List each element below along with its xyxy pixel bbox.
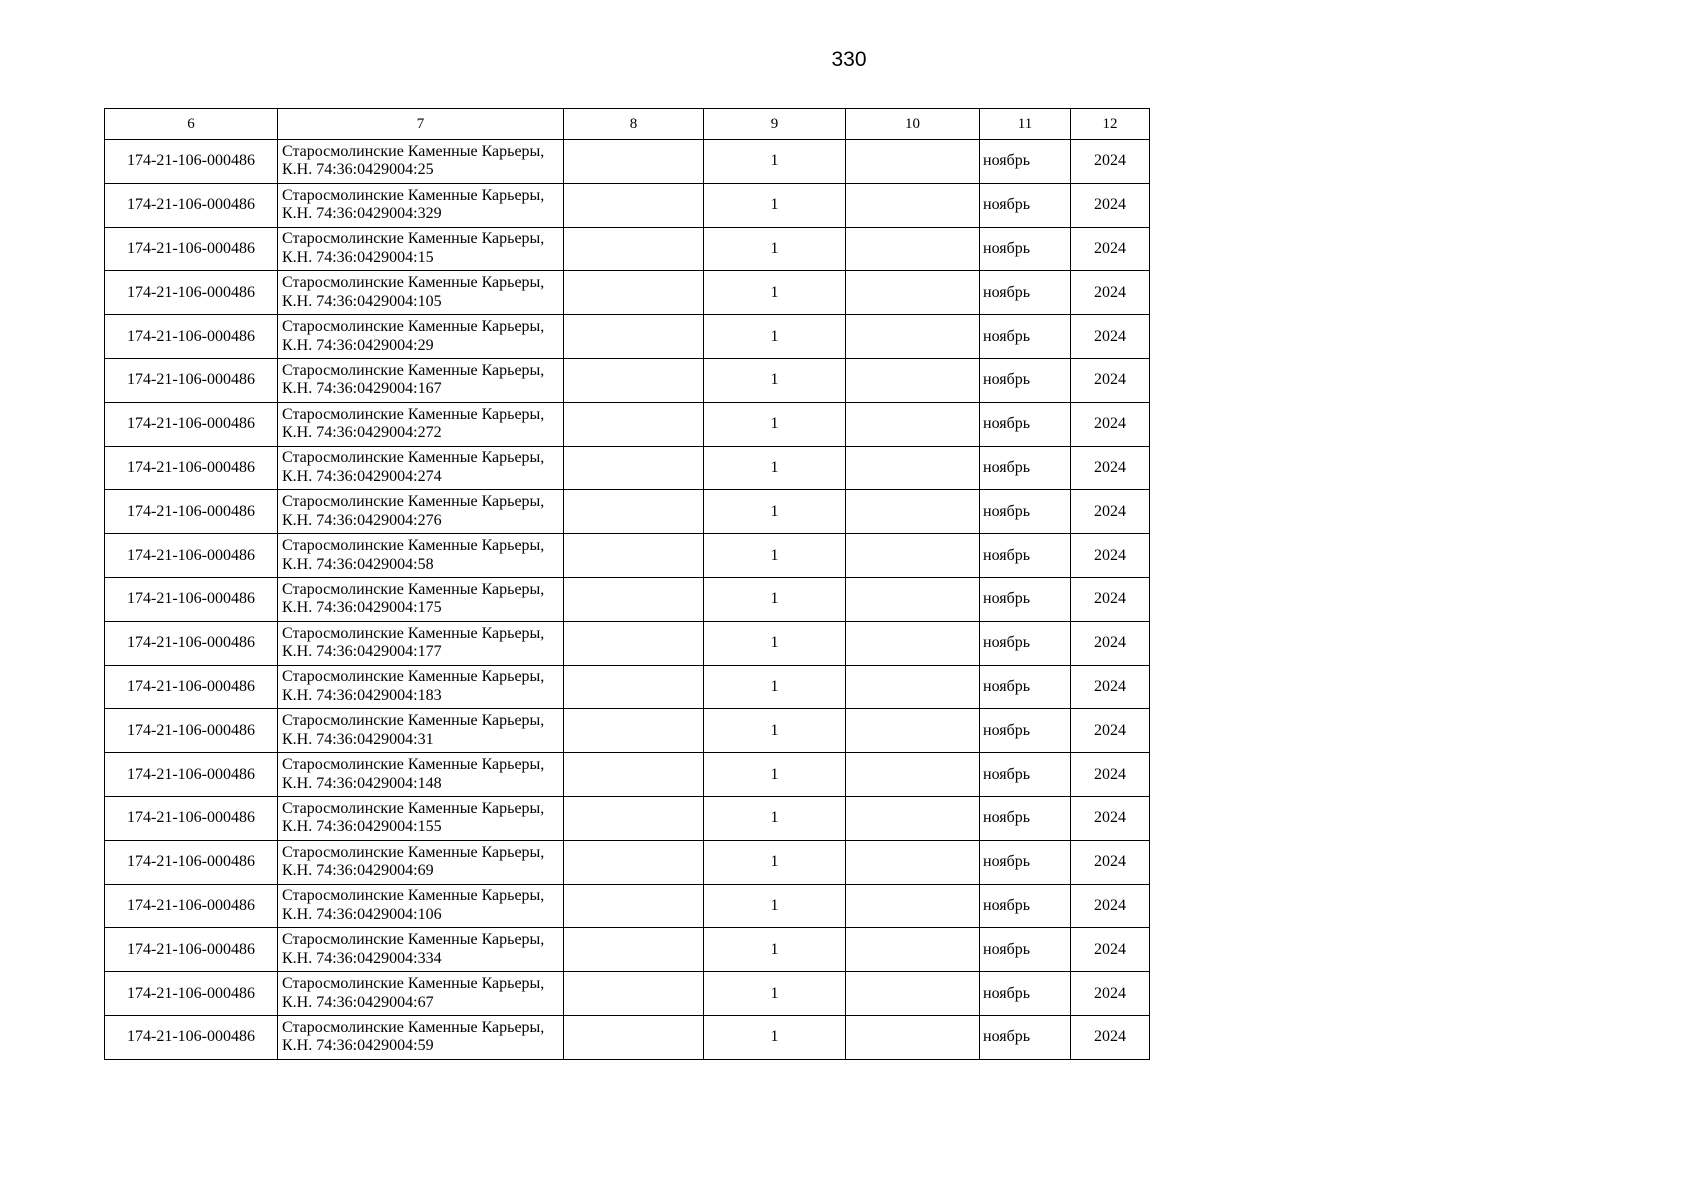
table-row	[105, 709, 1150, 753]
table-cell-code: 174-21-106-000486	[105, 709, 278, 753]
table-cell-count: 1	[704, 1015, 846, 1059]
table-cell-code: 174-21-106-000486	[105, 928, 278, 972]
table-cell-code: 174-21-106-000486	[105, 753, 278, 797]
object-name: Старосмолинские Каменные Карьеры,	[282, 537, 545, 555]
table-cell-month: ноябрь	[980, 884, 1071, 928]
table-cell-code: 174-21-106-000486	[105, 490, 278, 534]
table-row	[105, 665, 1150, 709]
table-cell-col10	[846, 227, 980, 271]
object-name: Старосмолинские Каменные Карьеры,	[282, 361, 545, 379]
table-cell-year: 2024	[1071, 227, 1150, 271]
table-cell-col10	[846, 884, 980, 928]
table-cell-object	[278, 358, 564, 402]
object-name: Старосмолинские Каменные Карьеры,	[282, 624, 545, 642]
table-cell-code: 174-21-106-000486	[105, 1015, 278, 1059]
table-cell-month: ноябрь	[980, 490, 1071, 534]
table-cell-count: 1	[704, 928, 846, 972]
page-number: 330	[831, 48, 867, 71]
column-header-8: 8	[564, 109, 704, 140]
table-cell-year: 2024	[1071, 796, 1150, 840]
table-cell-col10	[846, 1015, 980, 1059]
table-cell-col8	[564, 315, 704, 359]
table-cell-col10	[846, 534, 980, 578]
cadastral-number: К.Н. 74:36:0429004:177	[282, 643, 442, 661]
table-cell-object	[278, 446, 564, 490]
object-name: Старосмолинские Каменные Карьеры,	[282, 186, 545, 204]
table-cell-year: 2024	[1071, 490, 1150, 534]
cadastral-number: К.Н. 74:36:0429004:29	[282, 336, 434, 354]
table-cell-month: ноябрь	[980, 972, 1071, 1016]
table-cell-year: 2024	[1071, 577, 1150, 621]
table-row	[105, 490, 1150, 534]
cadastral-number: К.Н. 74:36:0429004:183	[282, 686, 442, 704]
column-header-12: 12	[1071, 109, 1150, 140]
table-cell-year: 2024	[1071, 140, 1150, 184]
table-cell-object	[278, 227, 564, 271]
table-row	[105, 227, 1150, 271]
table-cell-object	[278, 796, 564, 840]
table-cell-col10	[846, 796, 980, 840]
column-header-6: 6	[105, 109, 278, 140]
table-cell-object	[278, 315, 564, 359]
table-cell-month: ноябрь	[980, 709, 1071, 753]
table-cell-month: ноябрь	[980, 1015, 1071, 1059]
table-cell-col10	[846, 928, 980, 972]
table-cell-count: 1	[704, 534, 846, 578]
table-cell-month: ноябрь	[980, 402, 1071, 446]
object-name: Старосмолинские Каменные Карьеры,	[282, 843, 545, 861]
table-row	[105, 621, 1150, 665]
table-row	[105, 884, 1150, 928]
cadastral-number: К.Н. 74:36:0429004:105	[282, 292, 442, 310]
cadastral-number: К.Н. 74:36:0429004:25	[282, 161, 434, 179]
table-cell-year: 2024	[1071, 271, 1150, 315]
table-cell-object	[278, 972, 564, 1016]
table-cell-col10	[846, 753, 980, 797]
table-cell-month: ноябрь	[980, 621, 1071, 665]
object-name: Старосмолинские Каменные Карьеры,	[282, 493, 545, 511]
column-header-7: 7	[278, 109, 564, 140]
table-cell-object	[278, 490, 564, 534]
table-cell-col8	[564, 928, 704, 972]
table-cell-object	[278, 577, 564, 621]
table-cell-code: 174-21-106-000486	[105, 140, 278, 184]
table-cell-year: 2024	[1071, 884, 1150, 928]
table-cell-code: 174-21-106-000486	[105, 402, 278, 446]
object-name: Старосмолинские Каменные Карьеры,	[282, 318, 545, 336]
object-name: Старосмолинские Каменные Карьеры,	[282, 668, 545, 686]
table-cell-year: 2024	[1071, 709, 1150, 753]
table-cell-code: 174-21-106-000486	[105, 446, 278, 490]
table-cell-col8	[564, 402, 704, 446]
object-name: Старосмолинские Каменные Карьеры,	[282, 756, 545, 774]
table-cell-year: 2024	[1071, 665, 1150, 709]
table-cell-code: 174-21-106-000486	[105, 271, 278, 315]
table-cell-col10	[846, 972, 980, 1016]
cadastral-number: К.Н. 74:36:0429004:276	[282, 511, 442, 529]
table-cell-col10	[846, 271, 980, 315]
cadastral-number: К.Н. 74:36:0429004:274	[282, 467, 442, 485]
table-cell-count: 1	[704, 271, 846, 315]
object-name: Старосмолинские Каменные Карьеры,	[282, 142, 545, 160]
object-name: Старосмолинские Каменные Карьеры,	[282, 712, 545, 730]
table-cell-col10	[846, 490, 980, 534]
cadastral-number: К.Н. 74:36:0429004:69	[282, 862, 434, 880]
table-cell-count: 1	[704, 884, 846, 928]
cadastral-number: К.Н. 74:36:0429004:334	[282, 949, 442, 967]
table-cell-year: 2024	[1071, 358, 1150, 402]
cadastral-number: К.Н. 74:36:0429004:329	[282, 205, 442, 223]
table-cell-col10	[846, 840, 980, 884]
document-table	[104, 108, 1150, 1060]
table-cell-count: 1	[704, 140, 846, 184]
table-cell-count: 1	[704, 840, 846, 884]
object-name: Старосмолинские Каменные Карьеры,	[282, 405, 545, 423]
table-row	[105, 358, 1150, 402]
table-cell-col8	[564, 840, 704, 884]
table-cell-object	[278, 840, 564, 884]
object-name: Старосмолинские Каменные Карьеры,	[282, 931, 545, 949]
table-cell-object	[278, 884, 564, 928]
column-header-9: 9	[704, 109, 846, 140]
table-cell-col8	[564, 183, 704, 227]
table-cell-object	[278, 271, 564, 315]
cadastral-number: К.Н. 74:36:0429004:59	[282, 1037, 434, 1055]
table-cell-col10	[846, 402, 980, 446]
table-cell-code: 174-21-106-000486	[105, 577, 278, 621]
column-header-11: 11	[980, 109, 1071, 140]
table-row	[105, 183, 1150, 227]
table-cell-code: 174-21-106-000486	[105, 972, 278, 1016]
table-cell-col10	[846, 183, 980, 227]
table-cell-count: 1	[704, 446, 846, 490]
table-cell-count: 1	[704, 621, 846, 665]
table-cell-object	[278, 753, 564, 797]
table-cell-code: 174-21-106-000486	[105, 840, 278, 884]
table-cell-year: 2024	[1071, 928, 1150, 972]
table-cell-object	[278, 1015, 564, 1059]
table-cell-col8	[564, 884, 704, 928]
table-cell-month: ноябрь	[980, 227, 1071, 271]
cadastral-number: К.Н. 74:36:0429004:167	[282, 380, 442, 398]
table-cell-count: 1	[704, 358, 846, 402]
table-cell-month: ноябрь	[980, 753, 1071, 797]
cadastral-number: К.Н. 74:36:0429004:175	[282, 599, 442, 617]
table-cell-object	[278, 621, 564, 665]
table-cell-count: 1	[704, 577, 846, 621]
table-cell-col8	[564, 446, 704, 490]
table-cell-month: ноябрь	[980, 665, 1071, 709]
table-cell-year: 2024	[1071, 840, 1150, 884]
table-cell-code: 174-21-106-000486	[105, 315, 278, 359]
table-cell-code: 174-21-106-000486	[105, 534, 278, 578]
table-cell-year: 2024	[1071, 315, 1150, 359]
cadastral-number: К.Н. 74:36:0429004:15	[282, 248, 434, 266]
table-row	[105, 753, 1150, 797]
table-cell-col10	[846, 140, 980, 184]
table-row	[105, 928, 1150, 972]
table-row	[105, 972, 1150, 1016]
cadastral-number: К.Н. 74:36:0429004:58	[282, 555, 434, 573]
table-cell-count: 1	[704, 665, 846, 709]
table-cell-month: ноябрь	[980, 840, 1071, 884]
table-header-row	[105, 109, 1150, 140]
table-cell-count: 1	[704, 315, 846, 359]
table-cell-month: ноябрь	[980, 928, 1071, 972]
table-cell-year: 2024	[1071, 534, 1150, 578]
object-name: Старосмолинские Каменные Карьеры,	[282, 274, 545, 292]
table-cell-col8	[564, 227, 704, 271]
table-cell-col8	[564, 665, 704, 709]
table-cell-col10	[846, 358, 980, 402]
table-cell-code: 174-21-106-000486	[105, 358, 278, 402]
table-cell-col10	[846, 577, 980, 621]
table-cell-year: 2024	[1071, 402, 1150, 446]
table-cell-object	[278, 402, 564, 446]
table-cell-col8	[564, 140, 704, 184]
object-name: Старосмолинские Каменные Карьеры,	[282, 230, 545, 248]
table-cell-year: 2024	[1071, 621, 1150, 665]
table-cell-code: 174-21-106-000486	[105, 796, 278, 840]
object-name: Старосмолинские Каменные Карьеры,	[282, 887, 545, 905]
table-cell-year: 2024	[1071, 753, 1150, 797]
cadastral-number: К.Н. 74:36:0429004:272	[282, 424, 442, 442]
table-row	[105, 796, 1150, 840]
table-cell-object	[278, 183, 564, 227]
table-cell-col8	[564, 1015, 704, 1059]
table-row	[105, 840, 1150, 884]
table-cell-month: ноябрь	[980, 446, 1071, 490]
object-name: Старосмолинские Каменные Карьеры,	[282, 1018, 545, 1036]
cadastral-number: К.Н. 74:36:0429004:31	[282, 730, 434, 748]
table-cell-year: 2024	[1071, 183, 1150, 227]
object-name: Старосмолинские Каменные Карьеры,	[282, 975, 545, 993]
table-cell-count: 1	[704, 709, 846, 753]
table-cell-month: ноябрь	[980, 358, 1071, 402]
table-row	[105, 271, 1150, 315]
table-row	[105, 577, 1150, 621]
table-cell-object	[278, 534, 564, 578]
table-cell-month: ноябрь	[980, 140, 1071, 184]
table-cell-code: 174-21-106-000486	[105, 621, 278, 665]
table-row	[105, 140, 1150, 184]
table-cell-object	[278, 140, 564, 184]
cadastral-number: К.Н. 74:36:0429004:67	[282, 993, 434, 1011]
table-cell-month: ноябрь	[980, 315, 1071, 359]
table-cell-col8	[564, 709, 704, 753]
table-row	[105, 402, 1150, 446]
table-cell-code: 174-21-106-000486	[105, 227, 278, 271]
table-cell-month: ноябрь	[980, 183, 1071, 227]
table-cell-month: ноябрь	[980, 577, 1071, 621]
object-name: Старосмолинские Каменные Карьеры,	[282, 799, 545, 817]
table-cell-month: ноябрь	[980, 271, 1071, 315]
object-name: Старосмолинские Каменные Карьеры,	[282, 580, 545, 598]
table-cell-count: 1	[704, 796, 846, 840]
table-cell-year: 2024	[1071, 446, 1150, 490]
table-cell-col8	[564, 972, 704, 1016]
table-cell-col8	[564, 534, 704, 578]
table-cell-object	[278, 709, 564, 753]
table-cell-count: 1	[704, 227, 846, 271]
table-row	[105, 315, 1150, 359]
table-cell-count: 1	[704, 402, 846, 446]
table-cell-col8	[564, 490, 704, 534]
table-cell-col8	[564, 753, 704, 797]
table-cell-month: ноябрь	[980, 534, 1071, 578]
table-cell-code: 174-21-106-000486	[105, 884, 278, 928]
cadastral-number: К.Н. 74:36:0429004:106	[282, 905, 442, 923]
table-body	[105, 140, 1150, 1060]
table-cell-count: 1	[704, 490, 846, 534]
table-cell-col8	[564, 577, 704, 621]
table-cell-col10	[846, 665, 980, 709]
table-cell-year: 2024	[1071, 972, 1150, 1016]
table-cell-month: ноябрь	[980, 796, 1071, 840]
table-cell-count: 1	[704, 753, 846, 797]
cadastral-number: К.Н. 74:36:0429004:155	[282, 818, 442, 836]
column-header-10: 10	[846, 109, 980, 140]
table-cell-count: 1	[704, 183, 846, 227]
table-cell-object	[278, 928, 564, 972]
object-name: Старосмолинские Каменные Карьеры,	[282, 449, 545, 467]
table-cell-code: 174-21-106-000486	[105, 183, 278, 227]
cadastral-number: К.Н. 74:36:0429004:148	[282, 774, 442, 792]
table-row	[105, 446, 1150, 490]
table-cell-count: 1	[704, 972, 846, 1016]
table-cell-col10	[846, 621, 980, 665]
table-cell-col8	[564, 358, 704, 402]
table-cell-object	[278, 665, 564, 709]
table-row	[105, 534, 1150, 578]
table-cell-year: 2024	[1071, 1015, 1150, 1059]
table-cell-col10	[846, 709, 980, 753]
table-cell-col10	[846, 315, 980, 359]
table-cell-col10	[846, 446, 980, 490]
table-cell-col8	[564, 621, 704, 665]
table-cell-col8	[564, 796, 704, 840]
table-cell-col8	[564, 271, 704, 315]
table-cell-code: 174-21-106-000486	[105, 665, 278, 709]
table-row	[105, 1015, 1150, 1059]
